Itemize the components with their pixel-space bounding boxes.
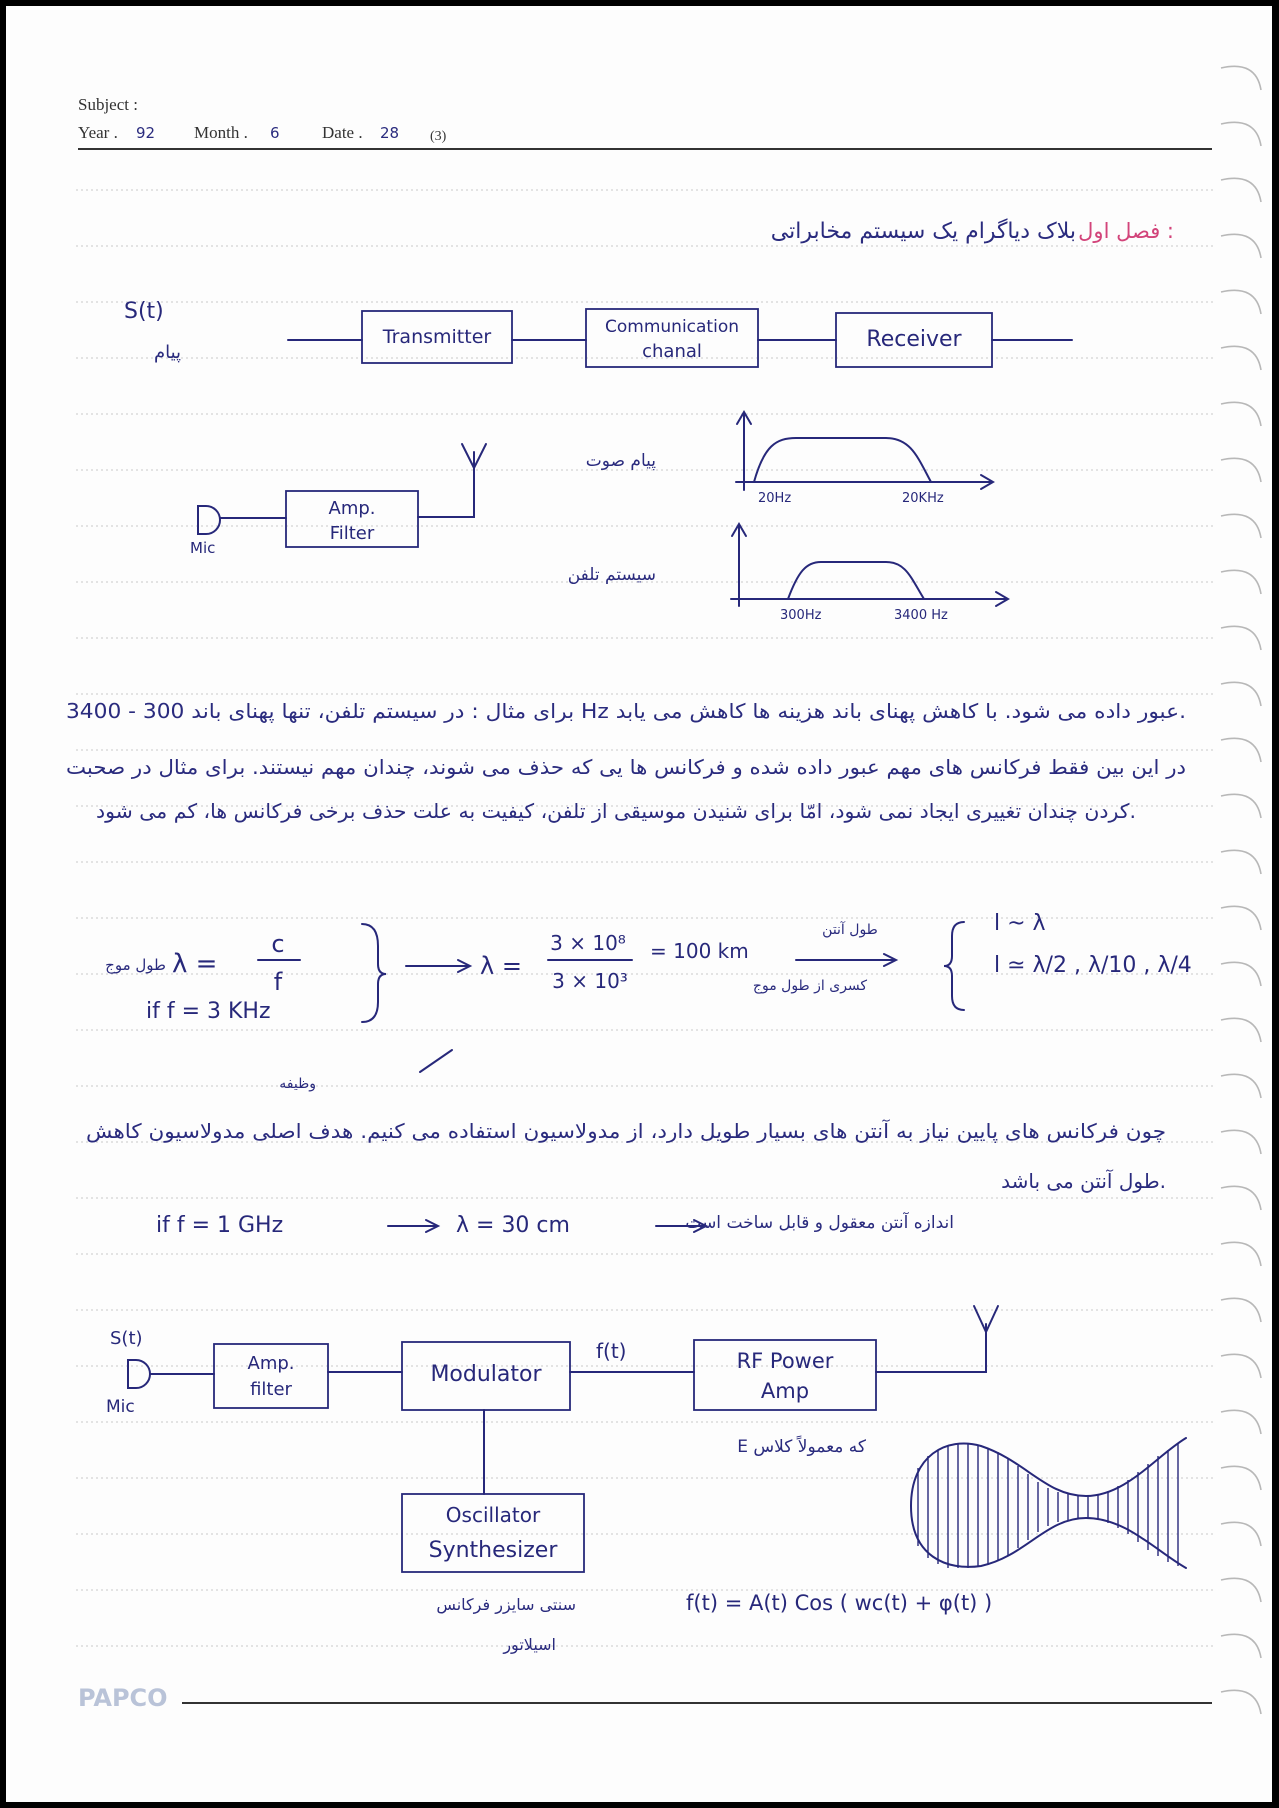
spectrum2-label: سیستم تلفن <box>567 565 656 585</box>
date-value: 28 <box>380 124 400 142</box>
date-label: Date . <box>322 123 363 142</box>
fraction-denominator: 3 × 10³ <box>552 969 628 993</box>
spectrum2-curve <box>788 562 924 599</box>
page-header <box>78 95 1212 149</box>
paragraph2-line2: طول آنتن می باشد. <box>1001 1169 1166 1193</box>
diagram3-amp-line2: filter <box>250 1379 292 1400</box>
am-waveform-sketch <box>911 1438 1186 1568</box>
channel-label-line2: chanal <box>642 341 702 362</box>
microphone-icon-2 <box>128 1360 150 1388</box>
osc-label-line1: Oscillator <box>445 1503 541 1527</box>
year-value: 92 <box>136 124 156 142</box>
wavelength-note: طول موج <box>105 956 166 974</box>
paragraph2-note: وظیفه <box>279 1076 316 1092</box>
receiver-label: Receiver <box>866 327 962 352</box>
paragraph1-line1: برای مثال : در سیستم تلفن، تنها پهنای باند 300 - 3400 Hz عبور داده می شود. با کاهش پهنای باند هزینه ها کاهش می یابد. <box>65 699 1186 723</box>
rf-label-line2: Amp <box>760 1379 810 1403</box>
lambda-denominator: f <box>273 968 283 996</box>
lambda-result-label: λ = <box>480 952 522 980</box>
spectrum2-high: 3400 Hz <box>894 608 948 623</box>
frequency-condition: if f = 3 KHz <box>146 999 271 1024</box>
rf-label-line1: RF Power <box>736 1349 834 1373</box>
fraction-numerator: 3 × 10⁸ <box>550 931 626 955</box>
chapter-title: بلاک دیاگرام یک سیستم مخابراتی <box>770 219 1076 244</box>
wavelength-equations <box>105 911 1192 1024</box>
modulation-formula: f(t) = A(t) Cos ( wc(t) + φ(t) ) <box>686 1591 993 1615</box>
spectrum1-label: پیام صوت <box>585 451 656 471</box>
channel-label-line1: Communication <box>605 317 739 337</box>
amp-label-line2: Filter <box>329 523 375 544</box>
microphone-icon <box>198 506 220 534</box>
subject-label: Subject : <box>78 95 138 114</box>
paragraph1-line3: کردن چندان تغییری ایجاد نمی شود، امّا برای شنیدن موسیقی از تلفن، کیفیت به علت حذف برخی فرکانس ها، کم می شود. <box>95 799 1136 823</box>
chapter-heading <box>771 218 1174 244</box>
spiral-binding <box>1221 66 1261 1714</box>
antenna-relation-1: l ~ λ <box>994 911 1046 936</box>
arrow-bottom-note: کسری از طول موج <box>752 978 868 994</box>
amp-label-line1: Amp. <box>328 498 376 519</box>
chapter-label: فصل اول : <box>1078 219 1174 243</box>
month-label: Month . <box>194 123 248 142</box>
osc-note-1: سنتی سایزر فرکانس <box>436 1595 576 1614</box>
input-signal-label: S(t) <box>124 299 164 324</box>
wavelength-result: = 100 km <box>650 939 749 963</box>
antenna-relation-2: l ≃ λ/2 , λ/10 , λ/4 <box>994 953 1192 978</box>
paragraph-modulation-purpose <box>86 1050 1166 1193</box>
osc-note-2: اسیلاتور <box>503 1635 556 1654</box>
brace-left <box>944 922 964 1010</box>
paragraph1-line2: در این بین فقط فرکانس های مهم عبور داده شده و فرکانس ها یی که حذف می شوند، چندان مهم نیستند. برای مثال در صحبت <box>66 755 1186 779</box>
modulator-label: Modulator <box>430 1362 542 1387</box>
transmitter-label: Transmitter <box>382 326 492 348</box>
mic-amplifier-diagram <box>190 444 486 557</box>
paragraph-telephone-bandwidth <box>66 699 1186 823</box>
diagram3-amp-line1: Amp. <box>247 1353 295 1374</box>
year-label: Year . <box>78 123 118 142</box>
arrow-top-note: طول آنتن <box>822 922 878 938</box>
page-number: (3) <box>430 129 447 144</box>
voice-spectrum-plot <box>586 412 993 506</box>
telephone-spectrum-plot <box>568 524 1008 623</box>
notebook-canvas <box>6 6 1272 1802</box>
month-value: 6 <box>270 124 280 142</box>
input-note: پیام <box>154 342 182 363</box>
diagram3-mic: Mic <box>106 1397 135 1417</box>
class-note: E که معمولاً کلاس <box>737 1437 866 1457</box>
spectrum1-curve <box>754 438 931 482</box>
notebook-page <box>6 6 1272 1802</box>
high-frequency-example <box>156 1211 954 1238</box>
mic-label: Mic <box>190 539 216 557</box>
lambda-numerator: c <box>271 930 285 958</box>
paragraph2-line1: چون فرکانس های پایین نیاز به آنتن های بسیار طویل دارد، از مدولاسیون استفاده می کنیم. هدف اصلی مدولاسیون کاهش <box>86 1119 1090 1143</box>
spectrum1-high: 20KHz <box>902 491 944 506</box>
page-footer <box>78 1684 1212 1712</box>
modulated-transmitter-diagram <box>106 1306 998 1655</box>
diagram3-input: S(t) <box>110 1328 143 1349</box>
spectrum1-low: 20Hz <box>758 491 792 506</box>
brace-right <box>362 924 386 1022</box>
modulated-signal-label: f(t) <box>596 1339 627 1363</box>
example-result: λ = 30 cm <box>456 1213 570 1238</box>
spectrum2-low: 300Hz <box>780 608 822 623</box>
communication-system-diagram <box>124 299 1072 367</box>
osc-label-line2: Synthesizer <box>428 1538 558 1563</box>
example-condition: if f = 1 GHz <box>156 1213 284 1238</box>
example-note: اندازه آنتن معقول و قابل ساخت است <box>685 1213 954 1233</box>
brand-logo: PAPCO <box>78 1684 168 1712</box>
lambda-equals: λ = <box>172 949 218 979</box>
